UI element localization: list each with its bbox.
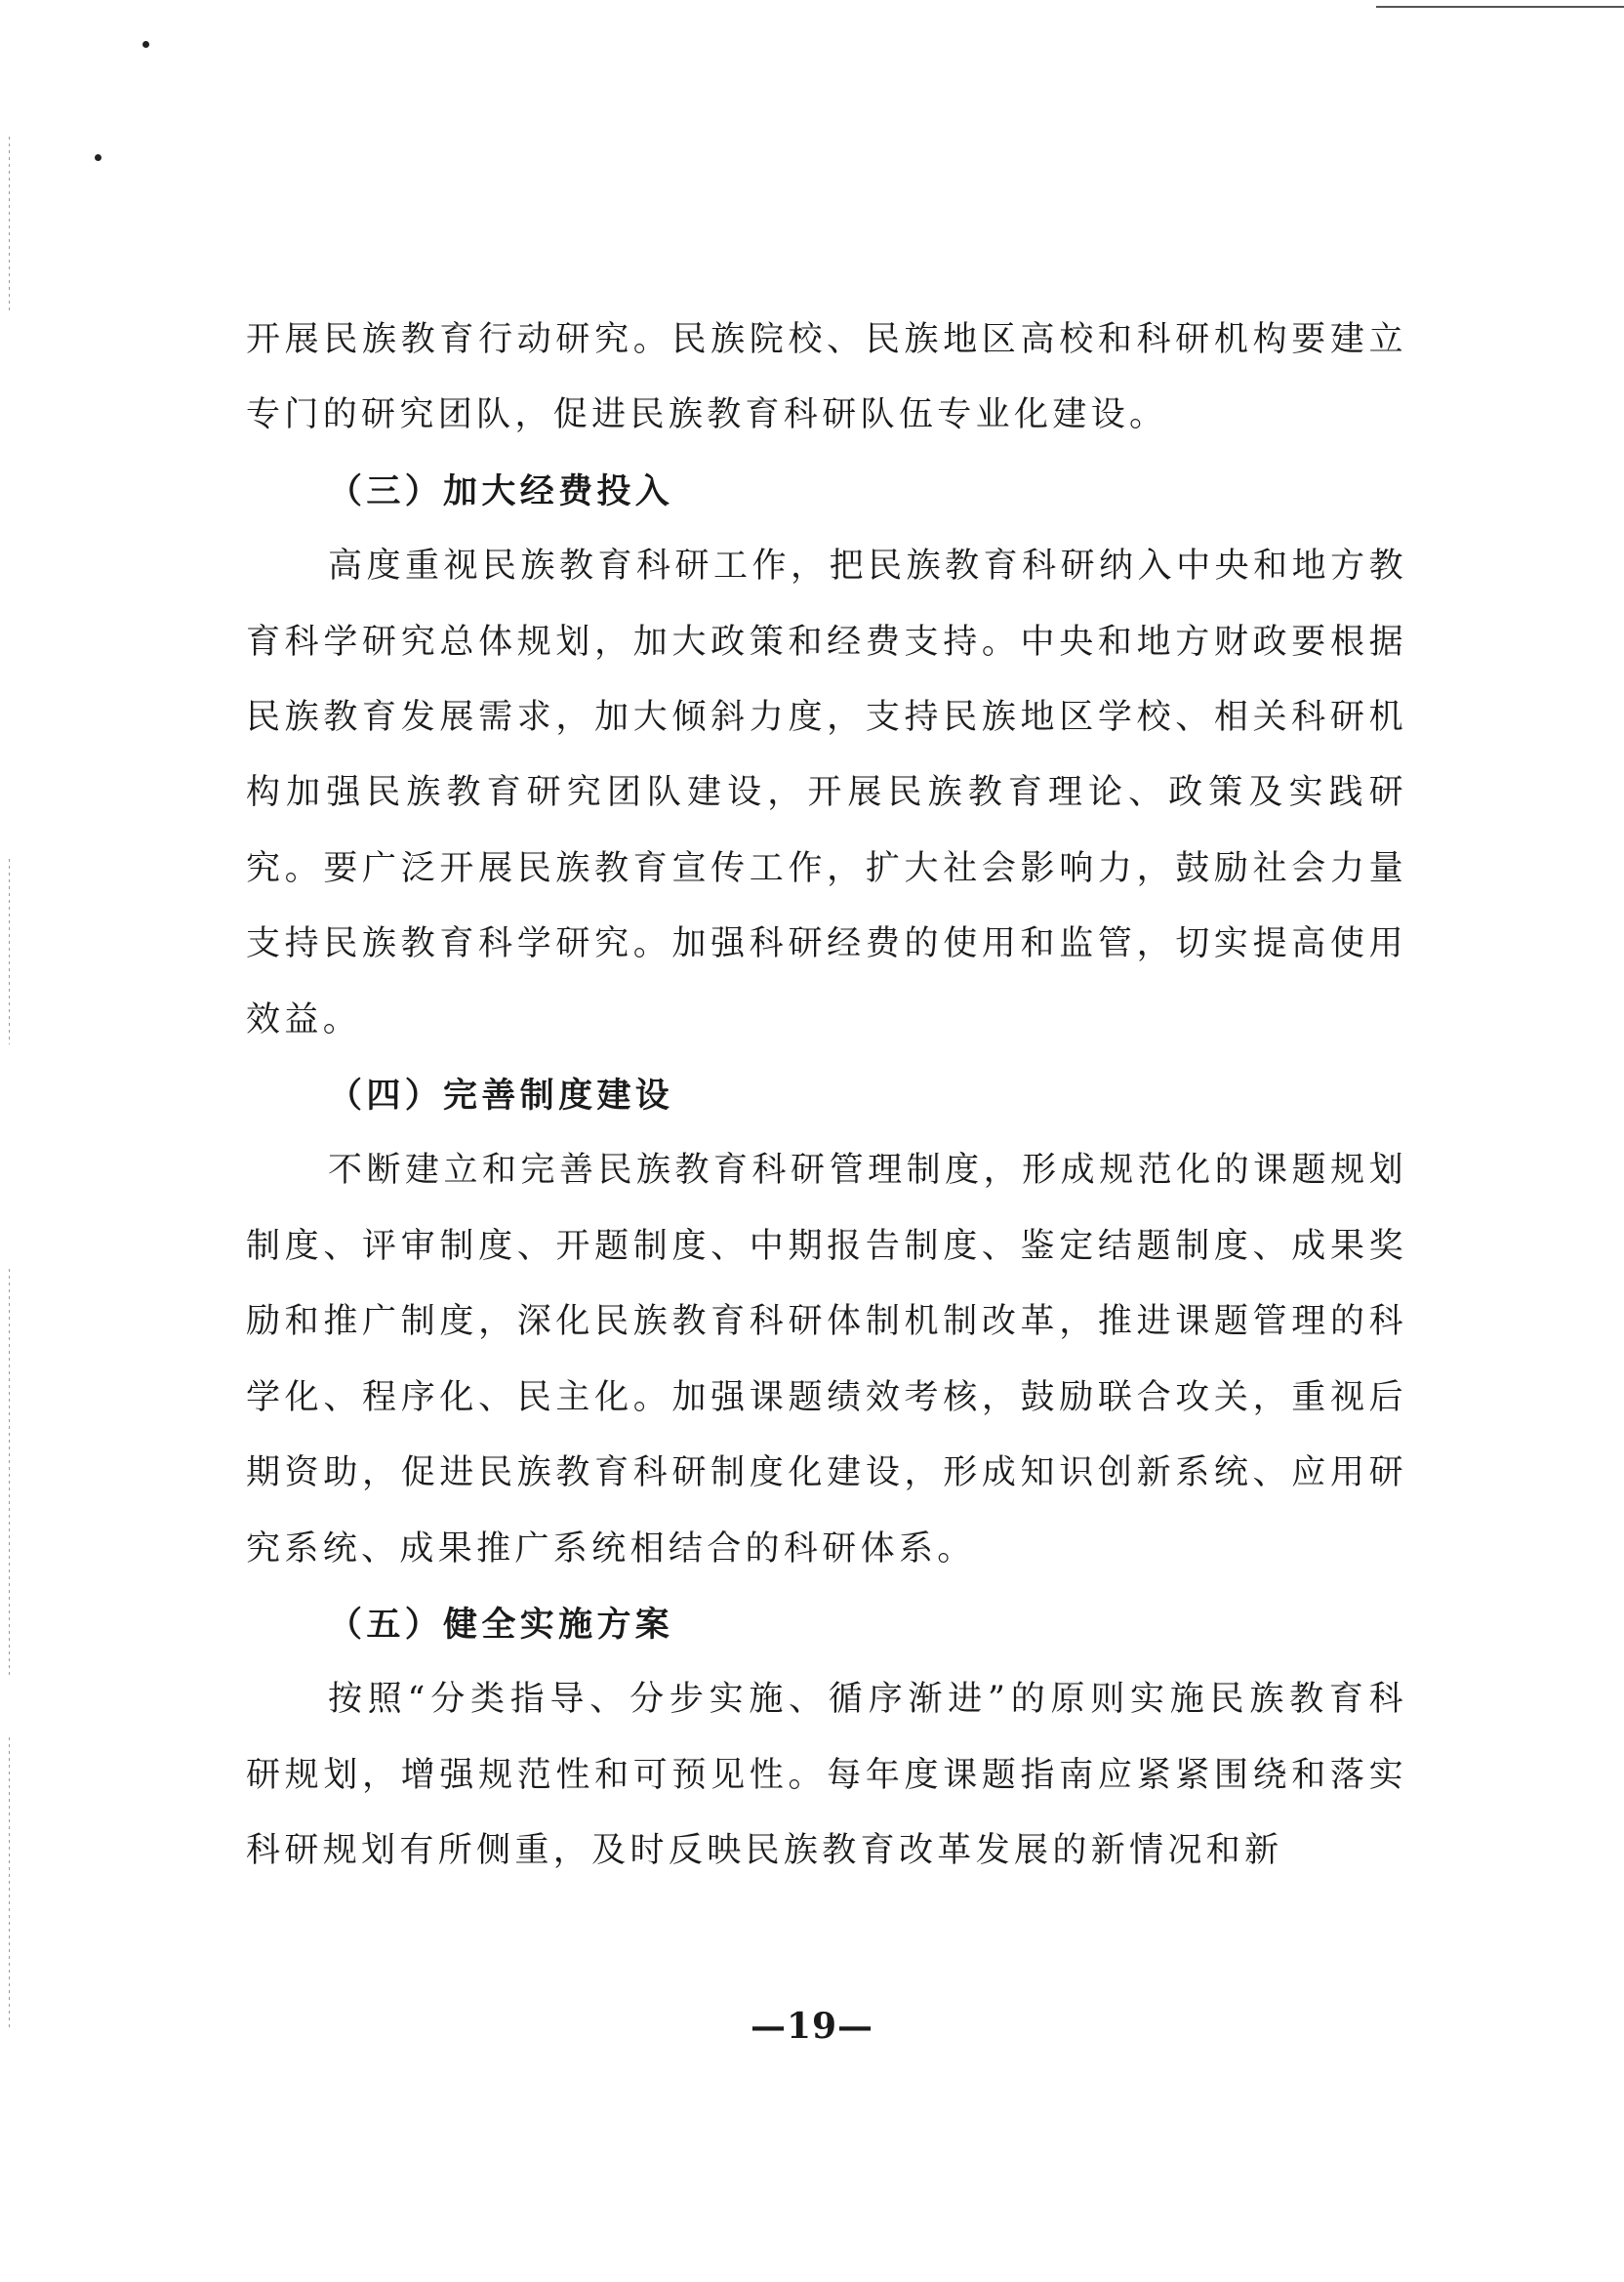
section-heading: （五）健全实施方案 bbox=[328, 1604, 674, 1645]
scan-speck bbox=[95, 154, 102, 161]
document-body bbox=[246, 303, 1407, 1890]
top-edge-rule bbox=[1376, 6, 1624, 8]
scan-speck bbox=[142, 41, 149, 48]
section-heading: （四）完善制度建设 bbox=[328, 1076, 674, 1117]
body-paragraph: 开展民族教育行动研究。民族院校、民族地区高校和科研机构要建立专门的研究团队，促进民族教育科研队伍专业化建设。 bbox=[246, 320, 1407, 435]
body-paragraph: 高度重视民族教育科研工作，把民族教育科研纳入中央和地方教育科学研究总体规划，加大政策和经费支持。中央和地方财政要根据民族教育发展需求，加大倾斜力度，支持民族地区学校、相关科研机构加强民族教育研究团队建设，开展民族教育理论、政策及实践研究。要广泛开展民族教育宣传工作，扩大社会影响力，鼓励社会力量支持民族教育科学研究。加强科研经费的使用和监管，切实提高使用效益。 bbox=[246, 547, 1407, 1039]
scan-edge-mark bbox=[9, 859, 10, 1044]
scan-edge-mark bbox=[9, 1737, 10, 2030]
section-heading: （三）加大经费投入 bbox=[328, 470, 674, 511]
page-number: —19— bbox=[750, 2006, 874, 2047]
scan-edge-mark bbox=[9, 1269, 10, 1679]
body-paragraph: 不断建立和完善民族教育科研管理制度，形成规范化的课题规划制度、评审制度、开题制度、中期报告制度、鉴定结题制度、成果奖励和推广制度，深化民族教育科研体制机制改革，推进课题管理的科学化、程序化、民主化。加强课题绩效考核，鼓励联合攻关，重视后期资助，促进民族教育科研制度化建设，形成知识创新系统、应用研究系统、成果推广系统相结合的科研体系。 bbox=[246, 1151, 1407, 1569]
body-paragraph: 按照“分类指导、分步实施、循序渐进”的原则实施民族教育科研规划，增强规范性和可预见性。每年度课题指南应紧紧围绕和落实科研规划有所侧重，及时反映民族教育改革发展的新情况和新 bbox=[246, 1680, 1407, 1871]
scan-edge-mark bbox=[9, 137, 10, 312]
